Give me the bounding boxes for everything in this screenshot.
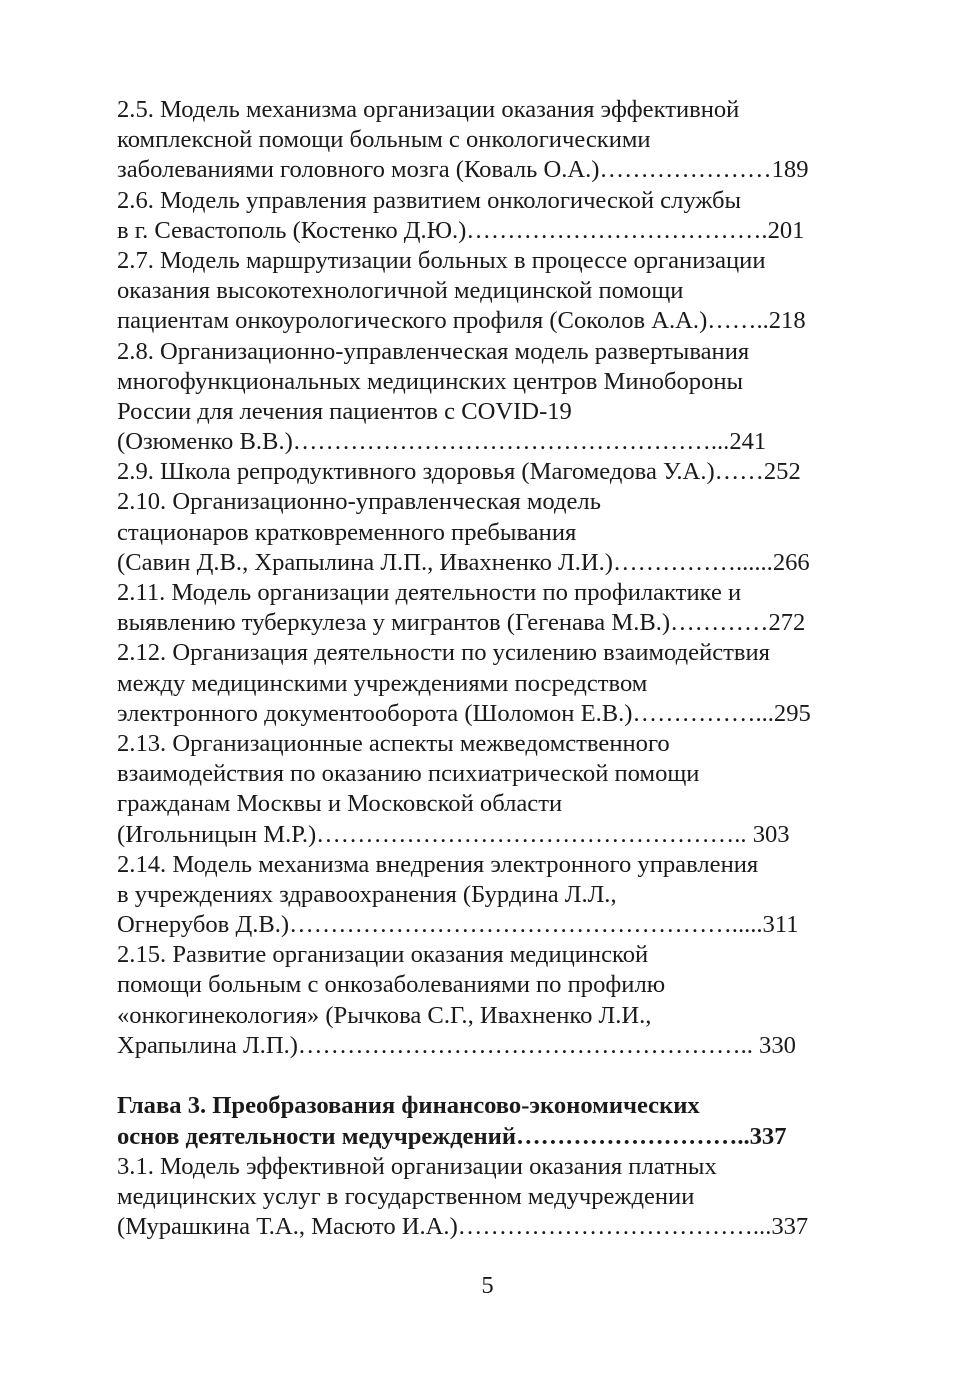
toc-line: гражданам Москвы и Московской области <box>117 790 563 818</box>
section-spacer <box>117 1061 862 1091</box>
toc-line: 2.7. Модель маршрутизации больных в процессе организации <box>117 246 766 274</box>
toc-line: помощи больным с онкозаболеваниями по профилю <box>117 971 666 999</box>
toc-line: (Озюменко В.В.)……………………………………………...241 <box>117 428 767 456</box>
table-of-contents <box>117 95 862 1242</box>
toc-line: многофункциональных медицинских центров Минобороны <box>117 367 744 395</box>
chapter-heading-line: Глава 3. Преобразования финансово-экономических <box>117 1092 700 1120</box>
toc-line: взаимодействия по оказанию психиатрической помощи <box>117 760 700 788</box>
chapter-heading-line: основ деятельности медучреждений………………………..337 <box>117 1122 787 1150</box>
toc-line: в учреждениях здравоохранения (Бурдина Л.Л., <box>117 880 617 908</box>
toc-line: комплексной помощи больным с онкологическими <box>117 126 651 154</box>
toc-line: Храпылина Л.П.)……………………………………………….. 330 <box>117 1031 796 1059</box>
toc-line: стационаров кратковременного пребывания <box>117 518 577 546</box>
toc-line: 2.13. Организационные аспекты межведомственного <box>117 729 670 757</box>
toc-line: оказания высокотехнологичной медицинской помощи <box>117 277 684 305</box>
toc-line: заболеваниями головного мозга (Коваль О.А.)…………………189 <box>117 156 809 184</box>
toc-line: (Игольницын М.Р.)…………………………………………….. 303 <box>117 820 790 848</box>
toc-line: пациентам онкоурологического профиля (Соколов А.А.)……..218 <box>117 307 806 335</box>
toc-line: 2.14. Модель механизма внедрения электронного управления <box>117 850 759 878</box>
toc-line: 2.11. Модель организации деятельности по профилактике и <box>117 579 742 606</box>
toc-line: Огнерубов Д.В.)……………………………………………….....311 <box>117 911 799 939</box>
toc-line: «онкогинекология» (Рычкова С.Г., Ивахненко Л.И., <box>117 1001 652 1029</box>
toc-line: (Мурашкина Т.А., Масюто И.А.)………………………………...337 <box>117 1213 809 1241</box>
toc-line: 2.8. Организационно-управленческая модель развертывания <box>117 337 750 365</box>
toc-line: 3.1. Модель эффективной организации оказания платных <box>117 1152 717 1180</box>
toc-line: России для лечения пациентов с COVID-19 <box>117 397 572 425</box>
toc-line: 2.12. Организация деятельности по усилению взаимодействия <box>117 639 770 667</box>
toc-line: электронного документооборота (Шоломон Е.В.)……………...295 <box>117 699 811 727</box>
toc-line: медицинских услуг в государственном медучреждении <box>117 1182 695 1210</box>
toc-line: выявлению туберкулеза у мигрантов (Гегенава М.В.)…………272 <box>117 609 806 637</box>
toc-line: в г. Севастополь (Костенко Д.Ю.)……………………………….201 <box>117 216 805 244</box>
toc-line: (Савин Д.В., Храпылина Л.П., Ивахненко Л.И.)……………......266 <box>117 548 810 576</box>
toc-line: между медицинскими учреждениями посредством <box>117 669 648 697</box>
toc-line: 2.10. Организационно-управленческая модель <box>117 488 601 516</box>
toc-line: 2.15. Развитие организации оказания медицинской <box>117 941 649 969</box>
toc-line: 2.5. Модель механизма организации оказания эффективной <box>117 96 740 123</box>
page-number: 5 <box>481 1272 494 1299</box>
toc-line: 2.9. Школа репродуктивного здоровья (Магомедова У.А.)……252 <box>117 458 801 486</box>
toc-line: 2.6. Модель управления развитием онкологической службы <box>117 186 742 214</box>
